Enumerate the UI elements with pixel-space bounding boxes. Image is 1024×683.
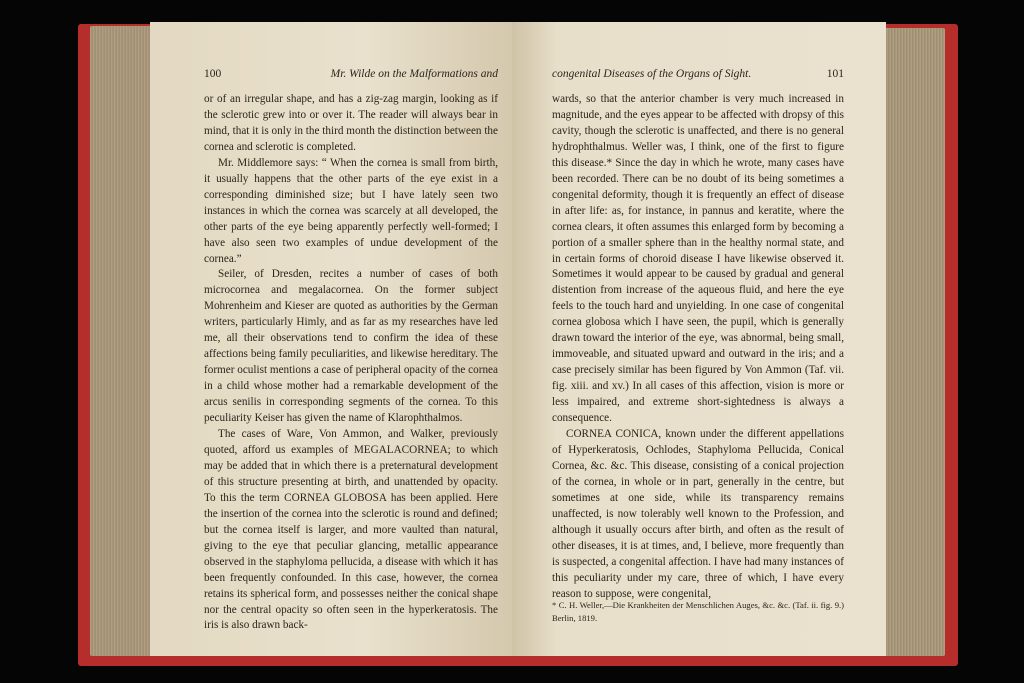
left-page-text bbox=[204, 92, 498, 634]
running-head-title: Mr. Wilde on the Malformations and bbox=[330, 68, 498, 80]
page-edges-right bbox=[885, 28, 945, 656]
left-page bbox=[150, 22, 512, 656]
paragraph: wards, so that the anterior chamber is very much increased in magnitude, and the eyes appear to be affected with dropsy of this cavity, though the sclerotic is unaffected, and there is no general hydrophthalmus. Weller was, I think, one of the first to figure this disease.* Since the day in which he wrote, many cases have been recorded. There can be no doubt of its being sometimes a congenital deformity, though it is frequently an effect of disease in after life: as, for instance, in pannus and keratite, where the cornea clears, it often assumes this enlarged form by becoming a portion of a smaller sphere than in the healthy normal state, and in certain forms of choroid disease I have likewise observed it. Sometimes it would appear to be caused by gradual and general distention from increase of the aqueous fluid, and here the eye feels to the touch hard and unyielding. In one case of congenital cornea globosa which I have seen, the pupil, which is generally drawn toward the interior of the eye, was abnormal, being small, immoveable, and situated upward and outward in the iris; and a case precisely similar has been figured by Von Ammon (Taf. vii. fig. xiii. and xv.) In all cases of this affection, vision is more or less impaired, and extreme short-sightedness is always a consequence. bbox=[552, 93, 844, 425]
page-number: 100 bbox=[204, 68, 222, 80]
right-page bbox=[512, 22, 886, 656]
left-running-head bbox=[204, 68, 498, 84]
paragraph: Mr. Middlemore says: “ When the cornea is small from birth, it usually happens that the other parts of the eye exist in a corresponding diminished size; but I have lately seen two instances in which the cornea was scarcely at all developed, the other parts of the eye being apparently perfectly well-formed; I have also seen two examples of undue development of the cornea.” bbox=[204, 156, 498, 265]
paragraph: or of an irregular shape, and has a zig-zag margin, looking as if the sclerotic grew into or over it. The reader will always bear in mind, that it is only in the third month the distinction between the cornea and sclerotic is completed. bbox=[204, 93, 498, 153]
page-edges-left bbox=[90, 26, 154, 656]
right-running-head bbox=[552, 68, 844, 84]
right-page-text bbox=[552, 92, 844, 603]
paragraph: The cases of Ware, Von Ammon, and Walker, previously quoted, afford us examples of MEGALACORNEA; to which may be added that in which there is a preternatural development of this structure presenting at birth, and unattended by opacity. To this the term CORNEA GLOBOSA has been applied. Here the insertion of the cornea into the sclerotic is round and defined; but the cornea itself is larger, and more vaulted than natural, giving to the eye that peculiar glancing, metallic appearance observed in the staphyloma pellucida, a disease with which it has been frequently confounded. In this case, however, the cornea retains its spherical form, and possesses neither the conical shape nor the central opacity so often seen in the hyperkeratosis. The iris is also drawn back- bbox=[204, 428, 498, 632]
footnote: * C. H. Weller,—Die Krankheiten der Menschlichen Auges, &c. &c. (Taf. ii. fig. 9.) Berlin, 1819. bbox=[552, 600, 844, 623]
running-head-title: congenital Diseases of the Organs of Sight. bbox=[552, 68, 752, 80]
page-number: 101 bbox=[826, 68, 844, 80]
paragraph: Seiler, of Dresden, recites a number of cases of both microcornea and megalacornea. On the former subject Mohrenheim and Kieser are quoted as authorities by the German writers, particularly Himly, and as far as my researches have led me, all their observations tend to confirm the idea of these affections being family peculiarities, and likewise hereditary. The former oculist mentions a case of peripheral opacity of the cornea in a child whose mother had a remarkable development of the arcus senilis in corresponding segments of the cornea. To this peculiarity Keiser has given the name of Klarophthalmos. bbox=[204, 268, 498, 425]
paragraph: CORNEA CONICA, known under the different appellations of Hyperkeratosis, Ochlodes, Staphyloma Pellucida, Conical Cornea, &c. &c. This disease, consisting of a conical projection of the cornea, in whole or in part, generally in the centre, but sometimes at one side, while its transparency remains unaffected, is now tolerably well known to the Profession, and although it usually occurs after birth, and often as the result of other diseases, it is at times, and, I believe, more frequently than is suspected, a congenital affection. I have had many instances of this peculiarity under my care, three of which, I have every reason to suppose, were congenital, bbox=[552, 428, 844, 600]
